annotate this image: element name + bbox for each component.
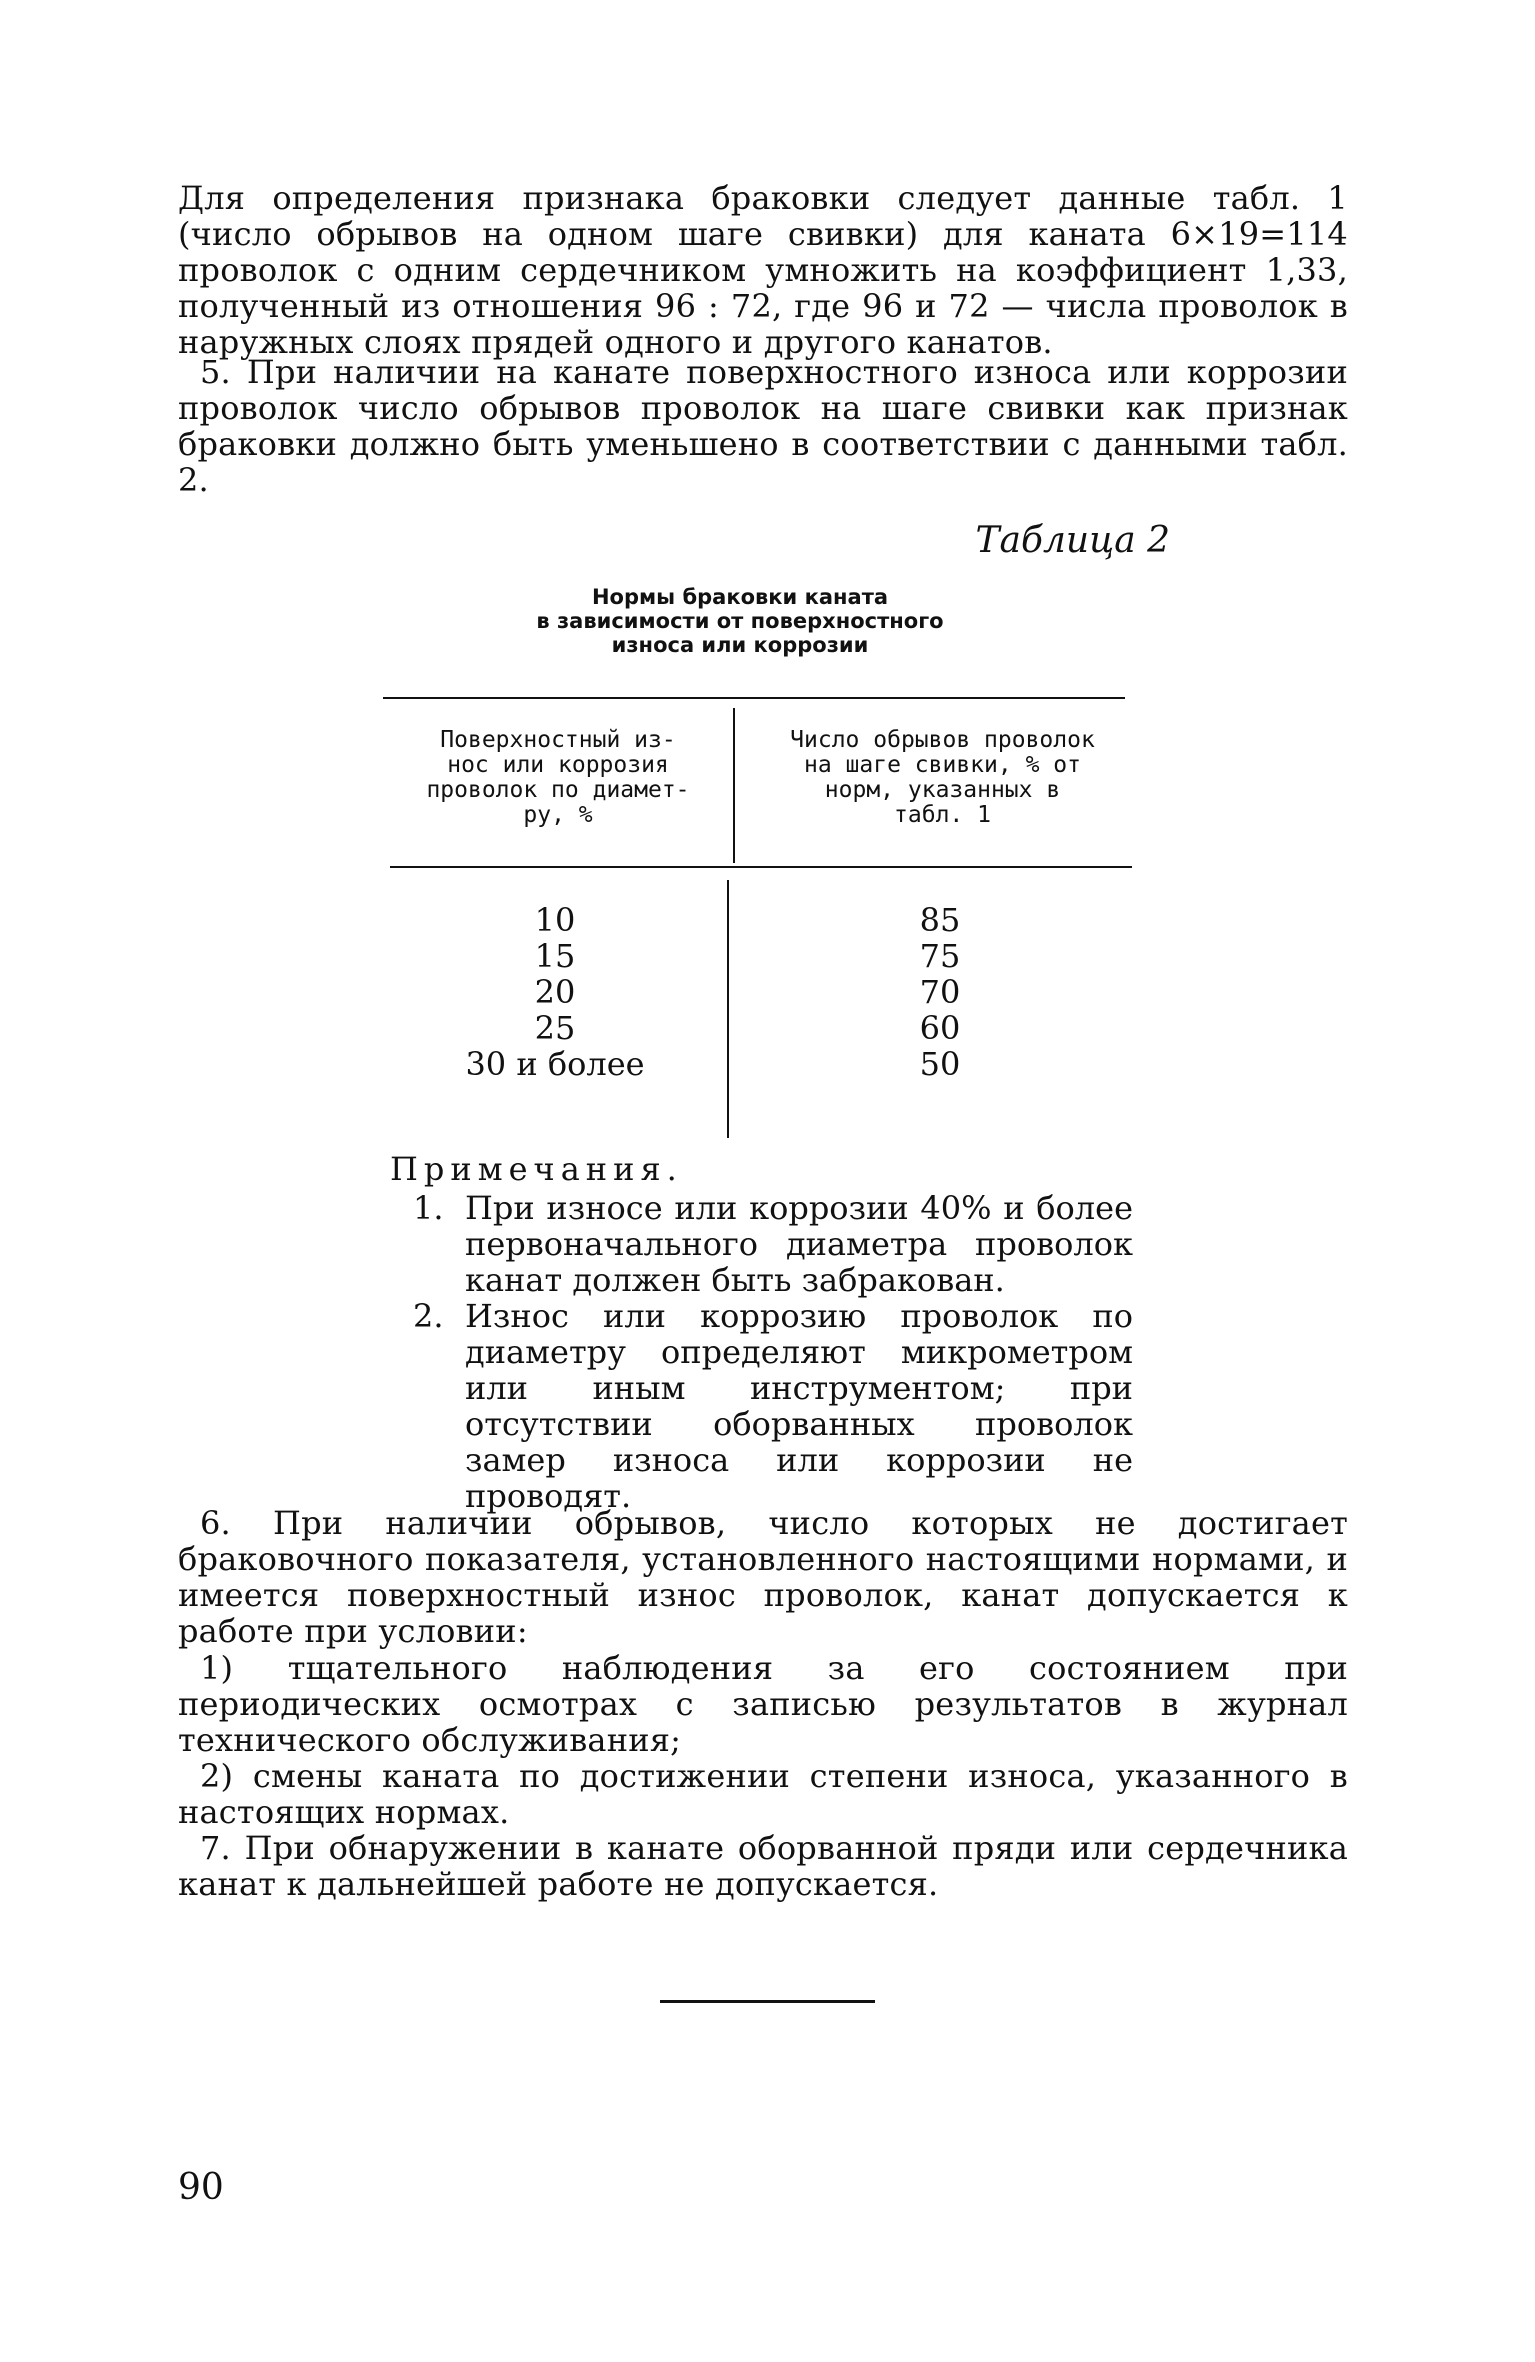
header-right-line: Число обрывов проволок bbox=[790, 727, 1095, 753]
table-cell: 70 bbox=[919, 973, 961, 1011]
table-header-left bbox=[383, 728, 733, 828]
table-caption: Таблица 2 bbox=[975, 520, 1170, 561]
table-title-line: в зависимости от поверхностного bbox=[536, 609, 944, 633]
note-number: 1. bbox=[413, 1189, 444, 1227]
table-cell: 75 bbox=[919, 937, 961, 975]
header-left-line: Поверхностный из- bbox=[440, 727, 676, 753]
table-column-breaks bbox=[840, 902, 1040, 1082]
table-header-divider bbox=[733, 708, 735, 863]
paragraph-6-item-1: 1) тщательного наблюдения за его состоянием при периодических осмотрах с записью результатов в журнал технического обслуживания; bbox=[178, 1649, 1348, 1759]
header-left-line: ру, % bbox=[523, 802, 593, 828]
note-item bbox=[413, 1298, 1133, 1514]
note-text: При износе или коррозии 40% и более первоначального диаметра проволок канат должен быть забракован. bbox=[465, 1189, 1133, 1299]
intro-paragraph: Для определения признака браковки следует данные табл. 1 (число обрывов на одном шаге свивки) для каната 6×19=114 проволок с одним сердечником умножить на коэффициент 1,33, полученный из отношения 96 : 72, где 96 и 72 — числа проволок в наружных слоях прядей одного и другого канатов. bbox=[178, 179, 1348, 361]
paragraph-5: 5. При наличии на канате поверхностного износа или коррозии проволок число обрывов проволок на шаге свивки как признак браковки должно быть уменьшено в соответствии с данными табл. 2. bbox=[178, 353, 1348, 499]
table-cell: 15 bbox=[534, 937, 576, 975]
header-left-line: проволок по диамет- bbox=[426, 777, 690, 803]
table-body-divider bbox=[727, 880, 729, 1138]
table-cell: 85 bbox=[919, 901, 961, 939]
table-cell: 30 и более bbox=[465, 1045, 645, 1083]
header-right-line: табл. 1 bbox=[894, 802, 991, 828]
header-left-line: нос или коррозия bbox=[447, 752, 669, 778]
header-right-line: норм, указанных в bbox=[824, 777, 1061, 803]
end-rule bbox=[660, 2000, 875, 2003]
note-number: 2. bbox=[413, 1297, 444, 1335]
table-cell: 60 bbox=[919, 1009, 961, 1047]
table-top-rule bbox=[383, 697, 1125, 699]
paragraph-7: 7. При обнаружении в канате оборванной пряди или сердечника канат к дальнейшей работе не допускается. bbox=[178, 1829, 1348, 1903]
paragraph-6: 6. При наличии обрывов, число которых не достигает браковочного показателя, установленного настоящими нормами, и имеется поверхностный износ проволок, канат допускается к работе при условии: bbox=[178, 1504, 1348, 1650]
table-header-right bbox=[745, 728, 1140, 828]
table-title-line: износа или коррозии bbox=[611, 633, 869, 657]
note-text: Износ или коррозию проволок по диаметру определяют микрометром или иным инструментом; при отсутствии оборванных проволок замер износа или коррозии не проводят. bbox=[465, 1297, 1133, 1515]
paragraph-6-item-2: 2) смены каната по достижении степени износа, указанного в настоящих нормах. bbox=[178, 1757, 1348, 1831]
notes-heading: Примечания. bbox=[390, 1150, 683, 1188]
table-column-wear bbox=[400, 902, 710, 1082]
header-right-line: на шаге свивки, % от bbox=[804, 752, 1081, 778]
page-number: 90 bbox=[178, 2167, 224, 2208]
table-header-rule bbox=[390, 866, 1132, 868]
table-cell: 25 bbox=[534, 1009, 576, 1047]
table-title-line: Нормы браковки каната bbox=[591, 585, 889, 609]
table-cell: 50 bbox=[919, 1045, 961, 1083]
table-title bbox=[440, 585, 1040, 657]
table-cell: 10 bbox=[534, 901, 576, 939]
table-cell: 20 bbox=[534, 973, 576, 1011]
note-item bbox=[413, 1190, 1133, 1298]
